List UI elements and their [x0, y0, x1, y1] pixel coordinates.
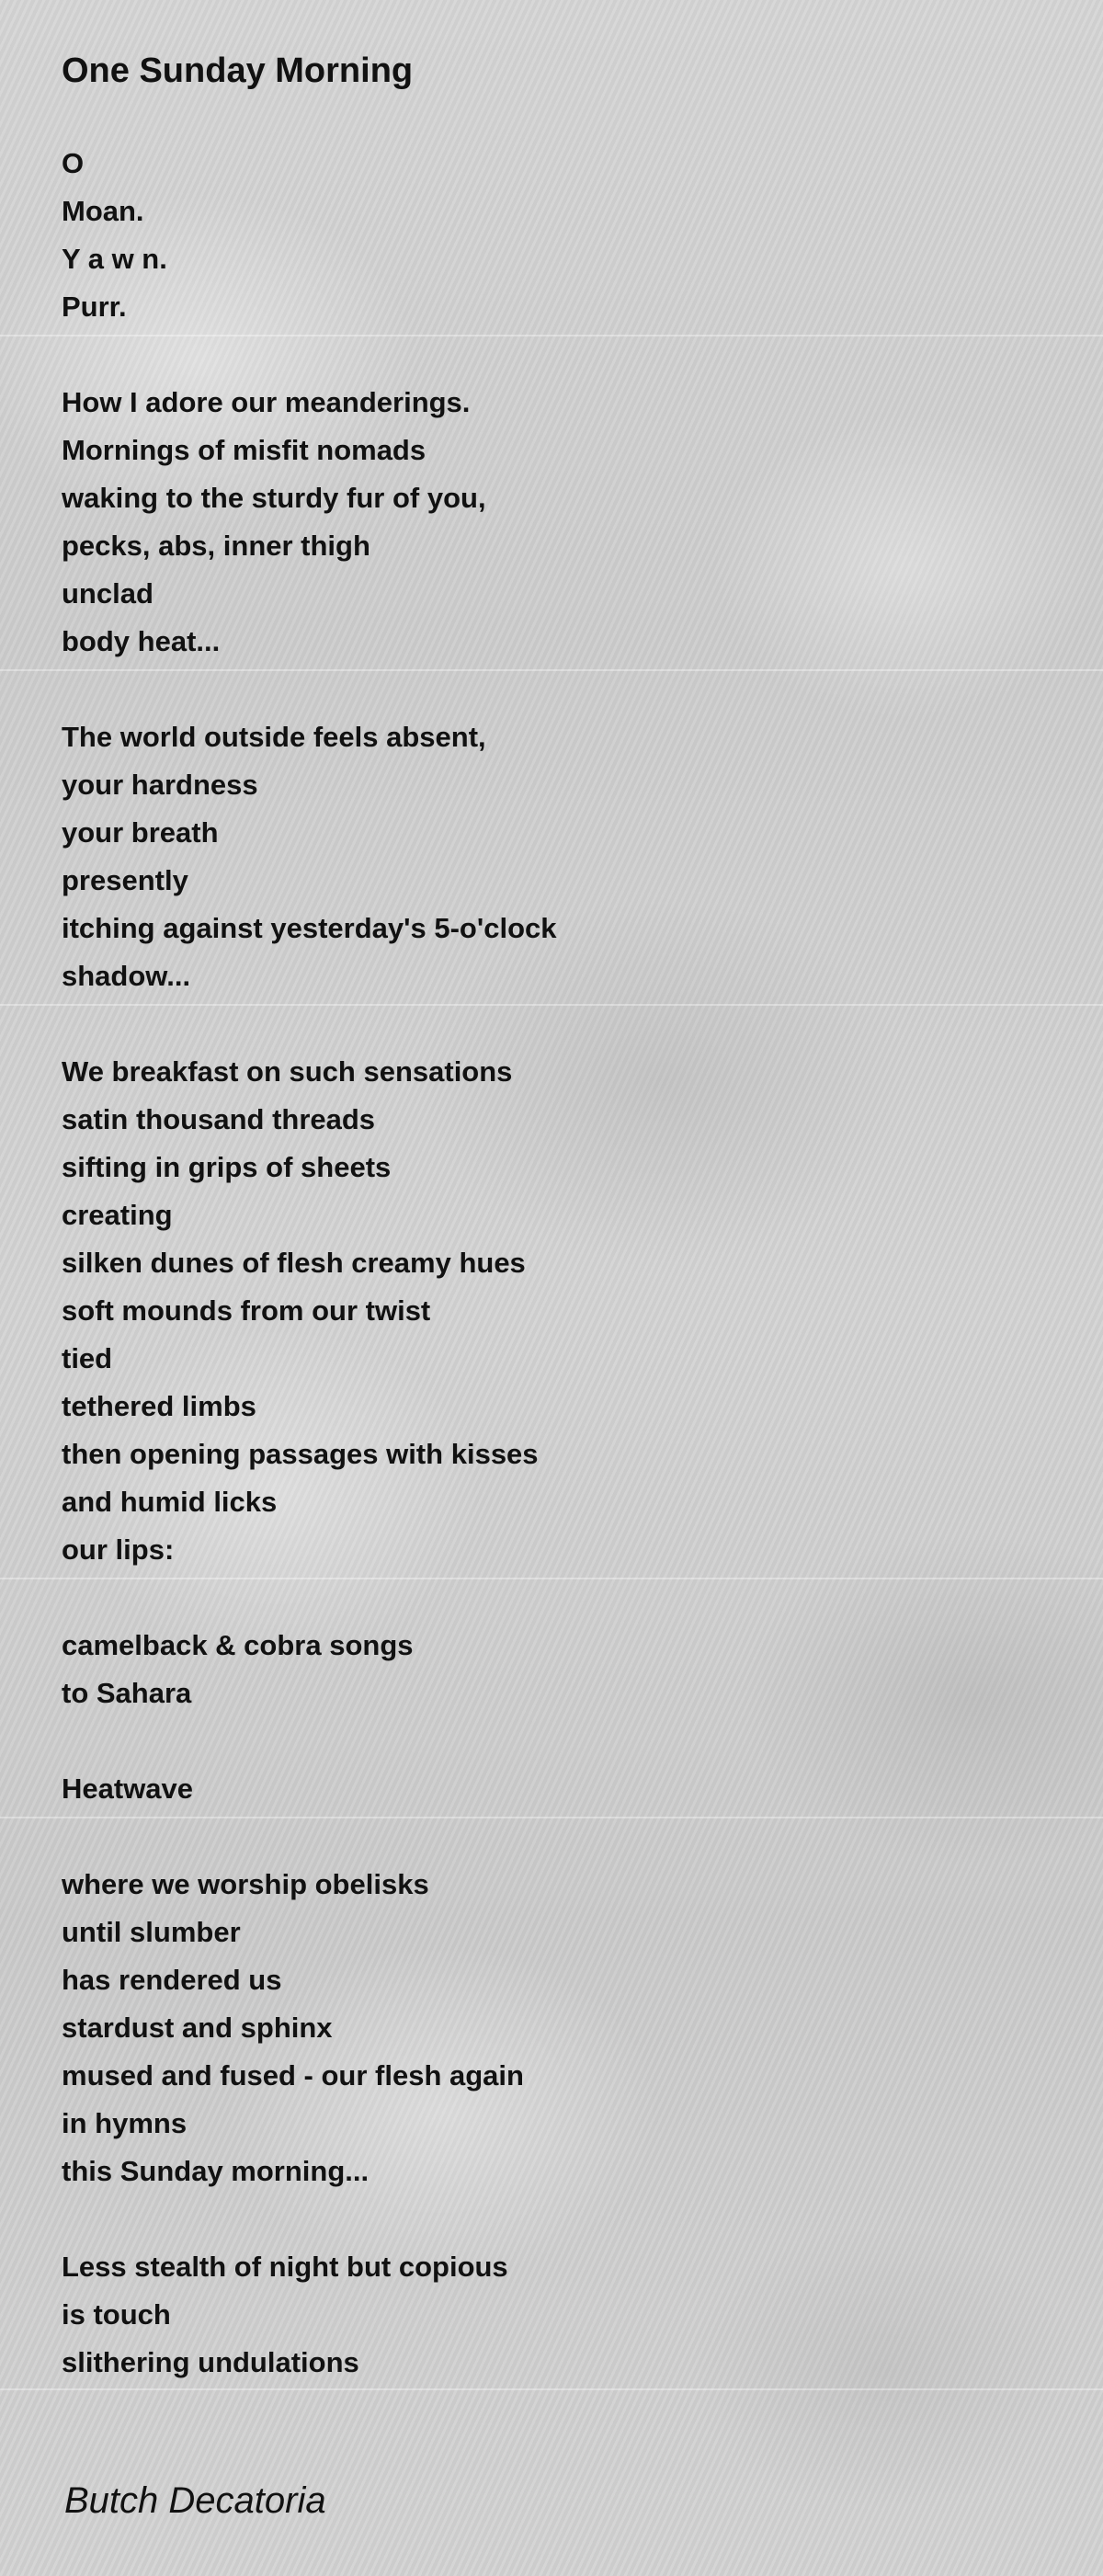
stanza [62, 379, 1054, 666]
poem-line: shadow... [62, 960, 191, 992]
poem-line: Y a w n. [62, 243, 167, 275]
poem-line: presently [62, 864, 188, 896]
poem-line: then opening passages with kisses [62, 1438, 539, 1470]
poem-line: is touch [62, 2298, 171, 2331]
stanza [62, 1048, 1054, 1574]
poem-line: silken dunes of flesh creamy hues [62, 1247, 526, 1279]
poem-line: your breath [62, 816, 219, 849]
poem-line: mused and fused - our flesh again [62, 2059, 524, 2092]
poem [62, 46, 1054, 2434]
stanza [62, 1861, 1054, 2195]
poem-author: Butch Decatoria [64, 2480, 326, 2521]
stanza [62, 2243, 1054, 2387]
poem-line: Mornings of misfit nomads [62, 434, 426, 466]
stanza [62, 140, 1054, 331]
stanza [62, 1622, 1054, 1717]
stanza [62, 713, 1054, 1000]
poem-line: and humid licks [62, 1486, 278, 1518]
poem-line: waking to the sturdy fur of you, [62, 482, 486, 514]
poem-line: unclad [62, 577, 154, 610]
poem-line: tethered limbs [62, 1390, 256, 1422]
poem-line: in hymns [62, 2107, 188, 2139]
poem-line: to Sahara [62, 1677, 192, 1709]
poem-line: The world outside feels absent, [62, 721, 486, 753]
poem-line: Less stealth of night but copious [62, 2251, 508, 2283]
poem-line: until slumber [62, 1916, 241, 1948]
poem-line: creating [62, 1199, 173, 1231]
poem-line: How I adore our meanderings. [62, 386, 471, 418]
poem-line: camelback & cobra songs [62, 1629, 414, 1661]
poem-line: Moan. [62, 195, 144, 227]
poem-line: satin thousand threads [62, 1103, 376, 1135]
stanza [62, 1765, 1054, 1813]
poem-line: Heatwave [62, 1772, 194, 1805]
poem-line: your hardness [62, 769, 258, 801]
poem-title: One Sunday Morning [62, 51, 414, 90]
poem-line: where we worship obelisks [62, 1868, 429, 1900]
poem-line: our lips: [62, 1533, 175, 1566]
poem-line: stardust and sphinx [62, 2012, 333, 2044]
poem-line: We breakfast on such sensations [62, 1055, 513, 1088]
poem-line: Purr. [62, 291, 127, 323]
poem-line: this Sunday morning... [62, 2155, 370, 2187]
poem-line: sifting in grips of sheets [62, 1151, 392, 1183]
poem-line: has rendered us [62, 1964, 282, 1996]
poem-body [62, 140, 1054, 2387]
poem-line: itching against yesterday's 5-o'clock [62, 912, 557, 944]
poem-line: body heat... [62, 625, 221, 657]
poem-line: pecks, abs, inner thigh [62, 530, 370, 562]
poem-line: O [62, 147, 85, 179]
poem-line: slithering undulations [62, 2346, 359, 2378]
poem-line: tied [62, 1342, 113, 1374]
poem-line: soft mounds from our twist [62, 1294, 431, 1327]
